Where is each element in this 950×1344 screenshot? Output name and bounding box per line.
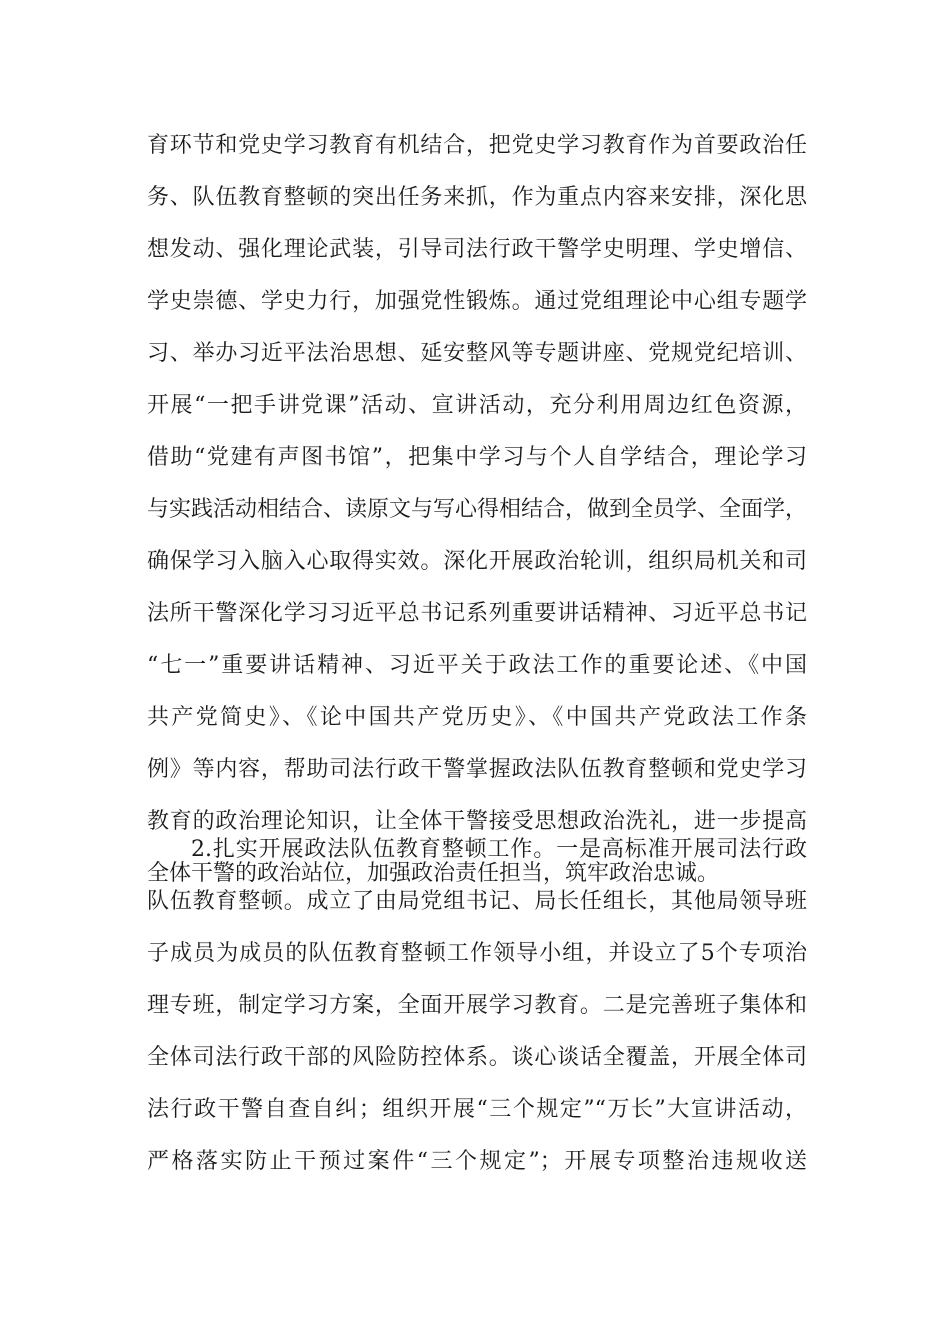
text-line: 习、举办习近平法治思想、延安整风等专题讲座、党规党纪培训、: [147, 341, 807, 366]
text-line: 2.扎实开展政法队伍教育整顿工作。一是高标准开展司法行政: [191, 837, 807, 862]
text-line: 例》等内容，帮助司法行政干警掌握政法队伍教育整顿和党史学习: [147, 757, 807, 782]
text-line: “七一”重要讲话精神、习近平关于政法工作的重要论述、《中国: [147, 653, 807, 678]
paragraph-1: [147, 120, 807, 900]
text-line: 想发动、强化理论武装，引导司法行政干警学史明理、学史增信、: [147, 237, 807, 262]
text-line: 育环节和党史学习教育有机结合，把党史学习教育作为首要政治任: [147, 133, 807, 158]
text-line: 子成员为成员的队伍教育整顿工作领导小组，并设立了5个专项治: [147, 941, 807, 966]
text-line: 全体司法行政干部的风险防控体系。谈心谈话全覆盖，开展全体司: [147, 1045, 807, 1070]
text-line: 借助“党建有声图书馆”，把集中学习与个人自学结合，理论学习: [147, 445, 807, 470]
text-line: 开展“一把手讲党课”活动、宣讲活动，充分利用周边红色资源，: [147, 393, 807, 418]
paragraph-2: [147, 824, 807, 1188]
text-line: 理专班，制定学习方案，全面开展学习教育。二是完善班子集体和: [147, 993, 807, 1018]
text-line: 教育的政治理论知识，让全体干警接受思想政治洗礼，进一步提高: [147, 809, 807, 834]
text-line: 全体干警的政治站位，加强政治责任担当，筑牢政治忠诚。: [147, 861, 720, 886]
text-line: 务、队伍教育整顿的突出任务来抓，作为重点内容来安排，深化思: [147, 185, 807, 210]
text-line: 确保学习入脑入心取得实效。深化开展政治轮训，组织局机关和司: [147, 549, 807, 574]
text-line: 严格落实防止干预过案件“三个规定”；开展专项整治违规收送: [147, 1149, 807, 1174]
text-line: 法行政干警自查自纠；组织开展“三个规定”“万长”大宣讲活动，: [147, 1097, 807, 1122]
text-line: 与实践活动相结合、读原文与写心得相结合，做到全员学、全面学，: [147, 497, 808, 522]
text-line: 学史崇德、学史力行，加强党性锻炼。通过党组理论中心组专题学: [147, 289, 807, 314]
text-line: 队伍教育整顿。成立了由局党组书记、局长任组长，其他局领导班: [147, 889, 807, 914]
text-line: 共产党简史》、《论中国共产党历史》、《中国共产党政法工作条: [147, 705, 807, 730]
text-line: 法所干警深化学习习近平总书记系列重要讲话精神、习近平总书记: [147, 601, 807, 626]
